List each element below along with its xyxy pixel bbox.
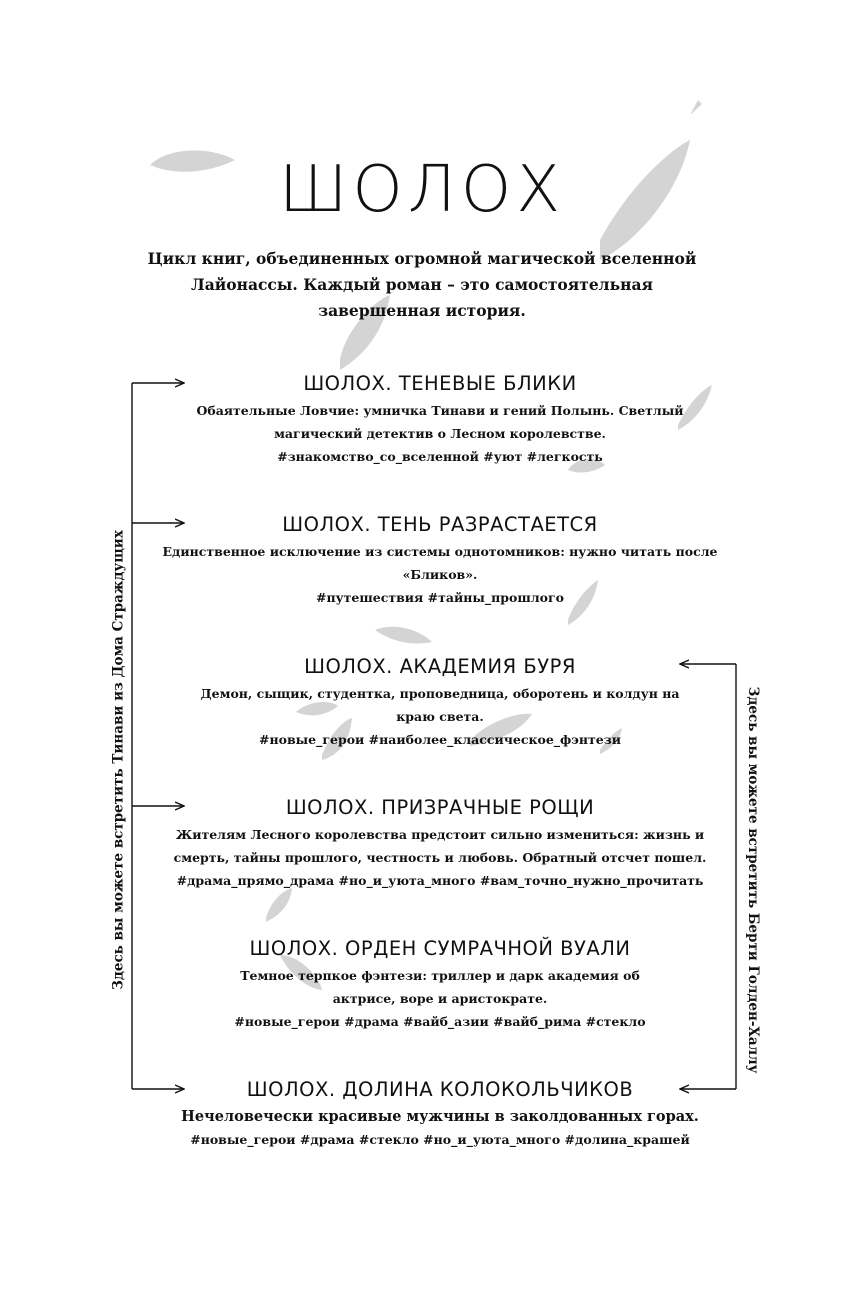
book-tags: #знакомство_со_вселенной #уют #легкость — [277, 449, 603, 464]
book-title: ШОЛОХ. ПРИЗРАЧНЫЕ РОЩИ — [285, 796, 595, 819]
book-description: Темное терпкое фэнтези: триллер и дарк академия об актрисе, воре и аристократе. — [240, 968, 640, 1006]
book-description: Демон, сыщик, студентка, проповедница, оборотень и колдун на краю света. — [200, 686, 680, 724]
book-title: ШОЛОХ. ОРДЕН СУМРАЧНОЙ ВУАЛИ — [249, 937, 631, 960]
book-description: Жителям Лесного королевства предстоит сильно измениться: жизнь и смерть, тайны прошлого, честность и любовь. Обратный отсчет пошел. — [173, 827, 707, 865]
book-tags: #новые_герои #драма #вайб_азии #вайб_рима #стекло — [234, 1014, 646, 1029]
book-title: ШОЛОХ. ДОЛИНА КОЛОКОЛЬЧИКОВ — [246, 1078, 634, 1101]
book-title: ШОЛОХ. АКАДЕМИЯ БУРЯ — [304, 655, 576, 678]
right-side-note: Здесь вы можете встретить Берти Голден-Халлу — [744, 686, 761, 1074]
book-title: ШОЛОХ. ТЕНЕВЫЕ БЛИКИ — [303, 372, 577, 395]
book-description: Нечеловечески красивые мужчины в заколдованных горах. — [181, 1108, 699, 1125]
book-tags: #путешествия #тайны_прошлого — [316, 590, 564, 605]
book-title: ШОЛОХ. ТЕНЬ РАЗРАСТАЕТСЯ — [282, 513, 598, 536]
book-tags: #новые_герои #наиболее_классическое_фэнтези — [258, 732, 622, 747]
series-title: ШОЛОХ — [278, 153, 566, 227]
series-intro: Цикл книг, объединенных огромной магической вселенной Лайонассы. Каждый роман – это самостоятельная завершенная история. — [147, 249, 697, 320]
book-tags: #новые_герои #драма #стекло #но_и_уюта_много #долина_крашей — [190, 1132, 690, 1147]
book-description: Единственное исключение из системы однотомников: нужно читать после «Бликов». — [162, 544, 718, 582]
book-tags: #драма_прямо_драма #но_и_уюта_много #вам_точно_нужно_прочитать — [176, 873, 704, 888]
book-description: Обаятельные Ловчие: умничка Тинави и гений Полынь. Светлый магический детектив о Лесном королевстве. — [196, 403, 684, 441]
left-side-note: Здесь вы можете встретить Тинави из Дома Страждущих — [110, 530, 127, 990]
